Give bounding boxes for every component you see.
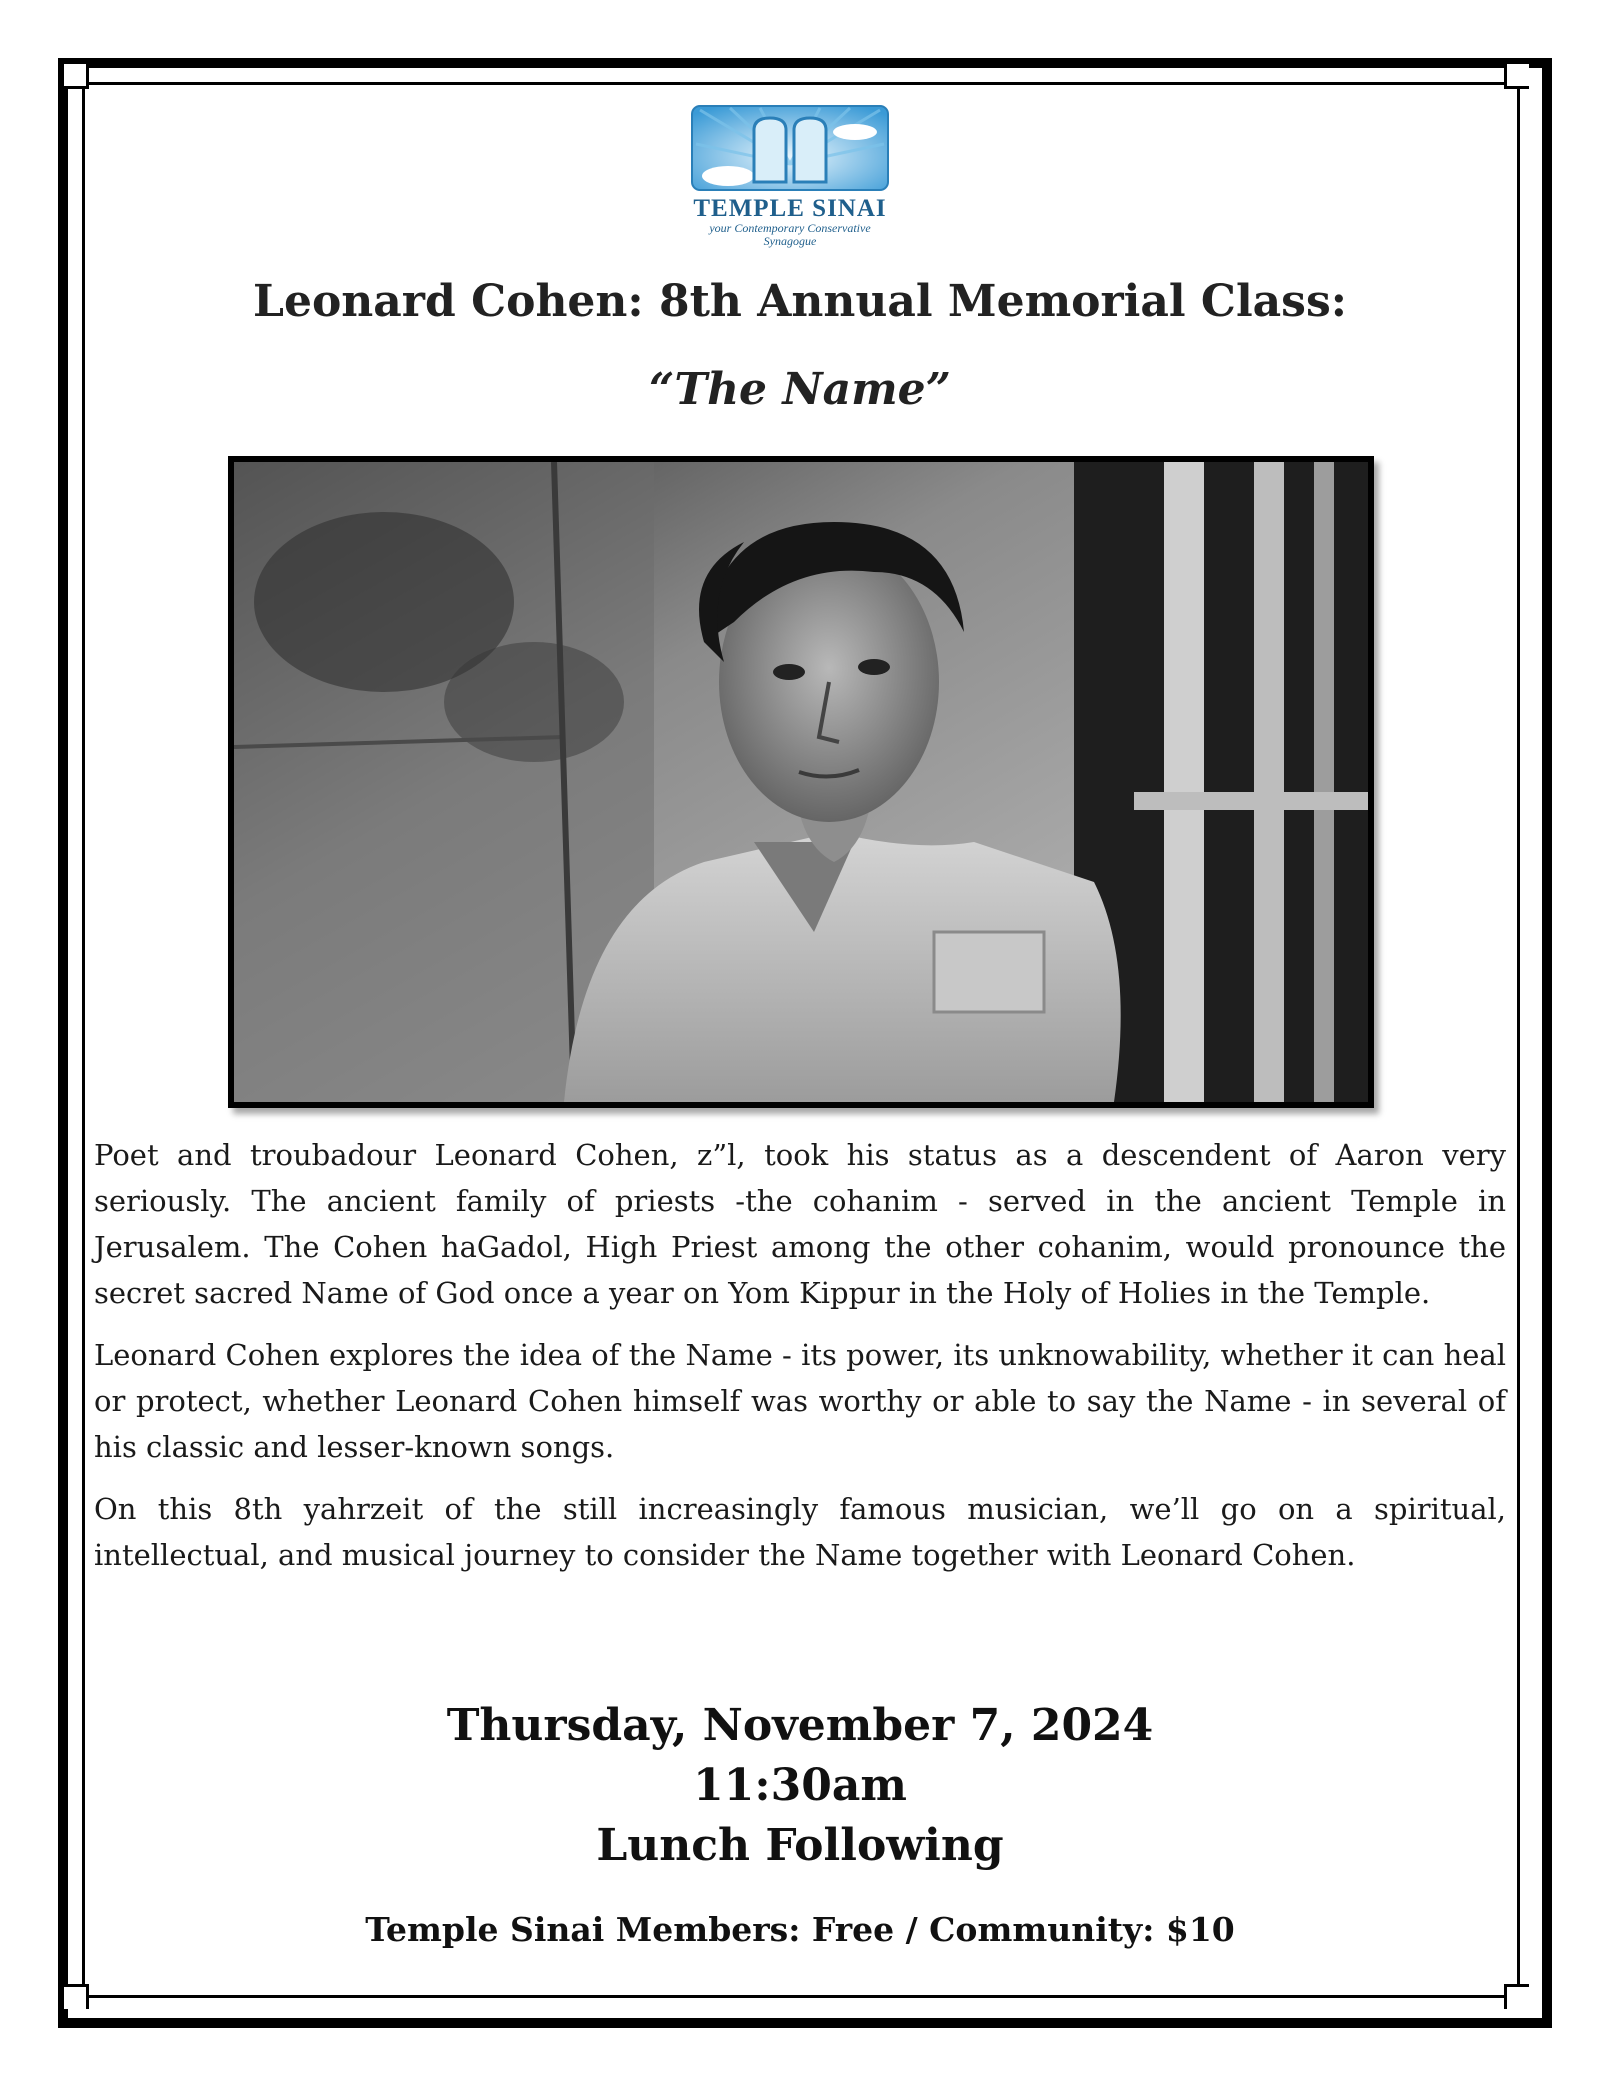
logo-name: TEMPLE SINAI <box>693 195 887 222</box>
description-paragraph: Poet and troubadour Leonard Cohen, z”l, took his status as a descendent of Aaron very seriously. The ancient family of priests -the cohanim - served in the ancient Temple in Jerusalem. The Cohen haGadol, High Priest among the other cohanim, would pronounce the secret sacred Name of God once a year on Yom Kippur in the Holy of Holies in the Temple. <box>94 1138 1506 1310</box>
description-paragraph: Leonard Cohen explores the idea of the Name - its power, its unknowability, whether it can heal or protect, whether Leonard Cohen himself was worthy or able to say the Name - in several of his classic and lesser-known songs. <box>94 1338 1506 1464</box>
event-note: Lunch Following <box>596 1820 1004 1871</box>
description <box>94 1132 1506 1594</box>
logo-tagline: Synagogue <box>763 234 817 248</box>
event-time: 11:30am <box>693 1760 907 1811</box>
page-title: Leonard Cohen: 8th Annual Memorial Class: <box>253 276 1347 327</box>
border-corner <box>1504 1984 1529 2009</box>
border-corner <box>64 1984 89 2009</box>
temple-sinai-logo <box>680 104 900 248</box>
event-details <box>100 1696 1500 1876</box>
portrait-photo <box>228 456 1374 1108</box>
border-corner <box>1504 64 1529 89</box>
portrait-photo-icon <box>234 462 1368 1102</box>
pricing-info: Temple Sinai Members: Free / Community: $10 <box>365 1910 1235 1949</box>
border-corner <box>64 64 89 89</box>
description-paragraph: On this 8th yahrzeit of the still increasingly famous musician, we’ll go on a spiritual, intellectual, and musical journey to consider the Name together with Leonard Cohen. <box>94 1492 1506 1572</box>
tablets-logo-icon <box>690 104 890 192</box>
page-subtitle: “The Name” <box>649 364 951 415</box>
event-date: Thursday, November 7, 2024 <box>446 1700 1154 1751</box>
logo-tagline: your Contemporary Conservative <box>709 221 871 235</box>
